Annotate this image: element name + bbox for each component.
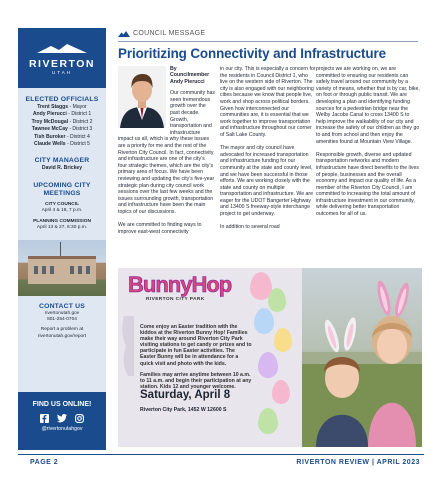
- poster-title: BunnyHop: [128, 272, 232, 297]
- manager-name: David R. Brickey: [41, 165, 83, 172]
- official-item: Tawnee McCay - District 3: [31, 126, 93, 133]
- section-kicker: [118, 30, 205, 37]
- bunny-hop-poster: [118, 268, 302, 447]
- footer-divider: [18, 454, 424, 455]
- poster-location: Riverton City Park, 1452 W 12600 S: [140, 407, 227, 413]
- contact-heading: CONTACT US: [38, 302, 86, 310]
- mountain-icon: [118, 31, 130, 37]
- planning-dates: April 13 & 27, 6:30 p.m.: [36, 225, 88, 231]
- official-item: Tish Buroker - District 4: [34, 133, 90, 140]
- contact-website[interactable]: rivertonutah.gov: [44, 310, 80, 316]
- article-paragraph: in our city. This is especially a concern for the residents in Council District 1, who live on the western side of Riverton. The city is also engaged with our neighboring cities because we know that people live, work and shop across political borders. Given how interconnected our communities are, it is essential that we work together to improve transportation and infrastructure throughout our corner of Salt Lake County.: [220, 66, 316, 138]
- report-line: Report a problem at: [40, 327, 84, 333]
- article-paragraph: In addition to several road: [220, 224, 280, 231]
- official-item: Claude Wells - District 5: [34, 141, 90, 148]
- manager-heading: CITY MANAGER: [34, 157, 90, 165]
- contact-phone[interactable]: 801-254-0704: [47, 317, 77, 323]
- follow-heading: FIND US ONLINE!: [32, 401, 92, 408]
- official-item: Andy Pierucci - District 1: [32, 111, 92, 118]
- councilmember-portrait: [118, 66, 166, 128]
- byline: By Councilmember Andy Pierucci: [170, 66, 210, 85]
- twitter-icon[interactable]: [57, 414, 67, 423]
- article-paragraph: The mayor and city council have advocated for increased transportation and infrastructure funding for our community at the state and county level, and we have been successful in those efforts. We are working closely with the state and county on multiple transportation and infrastructure. We are eager for the UDOT Bangerter Highway and 13400 S freeway-style interchange project to get underway.: [220, 145, 314, 218]
- logo-word: RIVERTON: [28, 58, 96, 70]
- social-handle[interactable]: @rivertonutahgov: [41, 426, 83, 432]
- children-bunny-ears-photo: [302, 268, 422, 447]
- bunny-silhouette: [120, 316, 134, 376]
- report-link[interactable]: rivertonutah.gov/report: [37, 333, 87, 339]
- upcoming-meetings: [18, 182, 106, 232]
- logo-sub: UTAH: [52, 70, 72, 75]
- article-column-1: [118, 66, 215, 242]
- article-paragraph: projects we are working on, we are committed to ensuring our residents can safely travel around our community by a variety of means, whether that is by car, bike, on foot or through public transit. We are developing a plan and identifying funding sources for a pedestrian bridge near the Welby Jacobs Canal to cross 13400 S to help improve the walkability of our city and increase the safety of our children as they go to and from school and then enjoy the amenities found at Mountain View Village.: [316, 66, 420, 145]
- riverton-logo: [18, 28, 106, 88]
- elected-officials: [18, 96, 106, 148]
- council-dates: April 4 & 18, 7 p.m.: [41, 207, 83, 213]
- mountain-icon: [37, 44, 87, 53]
- instagram-icon[interactable]: [75, 414, 84, 423]
- article-column-2: [220, 66, 317, 237]
- kicker-label: COUNCIL MESSAGE: [133, 30, 206, 37]
- sidebar: [18, 28, 106, 450]
- article-title: Prioritizing Connectivity and Infrastructure: [118, 46, 386, 61]
- official-item: Trent Staggs - Mayor: [37, 104, 87, 110]
- elected-heading: ELECTED OFFICIALS: [25, 96, 99, 103]
- article-paragraph: We are committed to finding ways to improve east-west connectivity: [118, 222, 202, 235]
- page-number: PAGE 2: [30, 459, 59, 466]
- article-paragraph: Responsible growth, diverse and updated transportation networks and modern infrastructure have direct benefits to the lives of people, businesses and the overall economy and impact our quality of life. As a member of the Riverton City Council, I am committed to increasing the total amount of infrastructure investment in our community, while delivering better transportation outcomes for all of us.: [316, 151, 419, 218]
- follow-us-panel: [18, 392, 106, 450]
- poster-subtitle: RIVERTON CITY PARK: [146, 297, 205, 302]
- poster-date: Saturday, April 8: [140, 389, 231, 401]
- contact-us: [18, 303, 106, 341]
- article-column-3: [316, 66, 420, 224]
- official-item: Troy McDougal - District 2: [31, 118, 93, 125]
- social-icons: [18, 414, 106, 423]
- meetings-heading: UPCOMING CITY MEETINGS: [33, 181, 91, 197]
- planning-heading: PLANNING COMMISSION: [33, 219, 91, 225]
- city-manager: [18, 157, 106, 172]
- kicker-divider: [118, 41, 418, 42]
- council-heading: CITY COUNCIL: [44, 201, 80, 207]
- article-paragraph: Our community has seen tremendous growth over the past decade. Growth, transportation and infrastructure impact us all, which is why these issues are a priority for me and the rest of the Riverton City Council. In fact, connectivity and infrastructure are one of the city’s four strategic themes, which are the city’s primary area of focus. We have been reviewing and updating the city’s five-year strategic plan during city council work sessions over the last few weeks and the issues surrounding growth, transportation and infrastructure have been the main topics of our discussions.: [118, 90, 215, 215]
- issue-label: RIVERTON REVIEW | APRIL 2023: [296, 459, 420, 466]
- city-hall-photo: [18, 240, 106, 296]
- facebook-icon[interactable]: [40, 414, 49, 423]
- poster-description: Come enjoy an Easter tradition with the kiddos at the Riverton Bunny Hop! Families make their way around Riverton City Park visiting stations to get candy or prizes and to participate in fun Easter activities. The Easter Bunny will be in attendance for a quick visit and photo with the kids. Families may arrive anytime between 10 a.m. to 11 a.m. and begin their participation at any station. Kids 12 and younger welcome.: [140, 324, 252, 390]
